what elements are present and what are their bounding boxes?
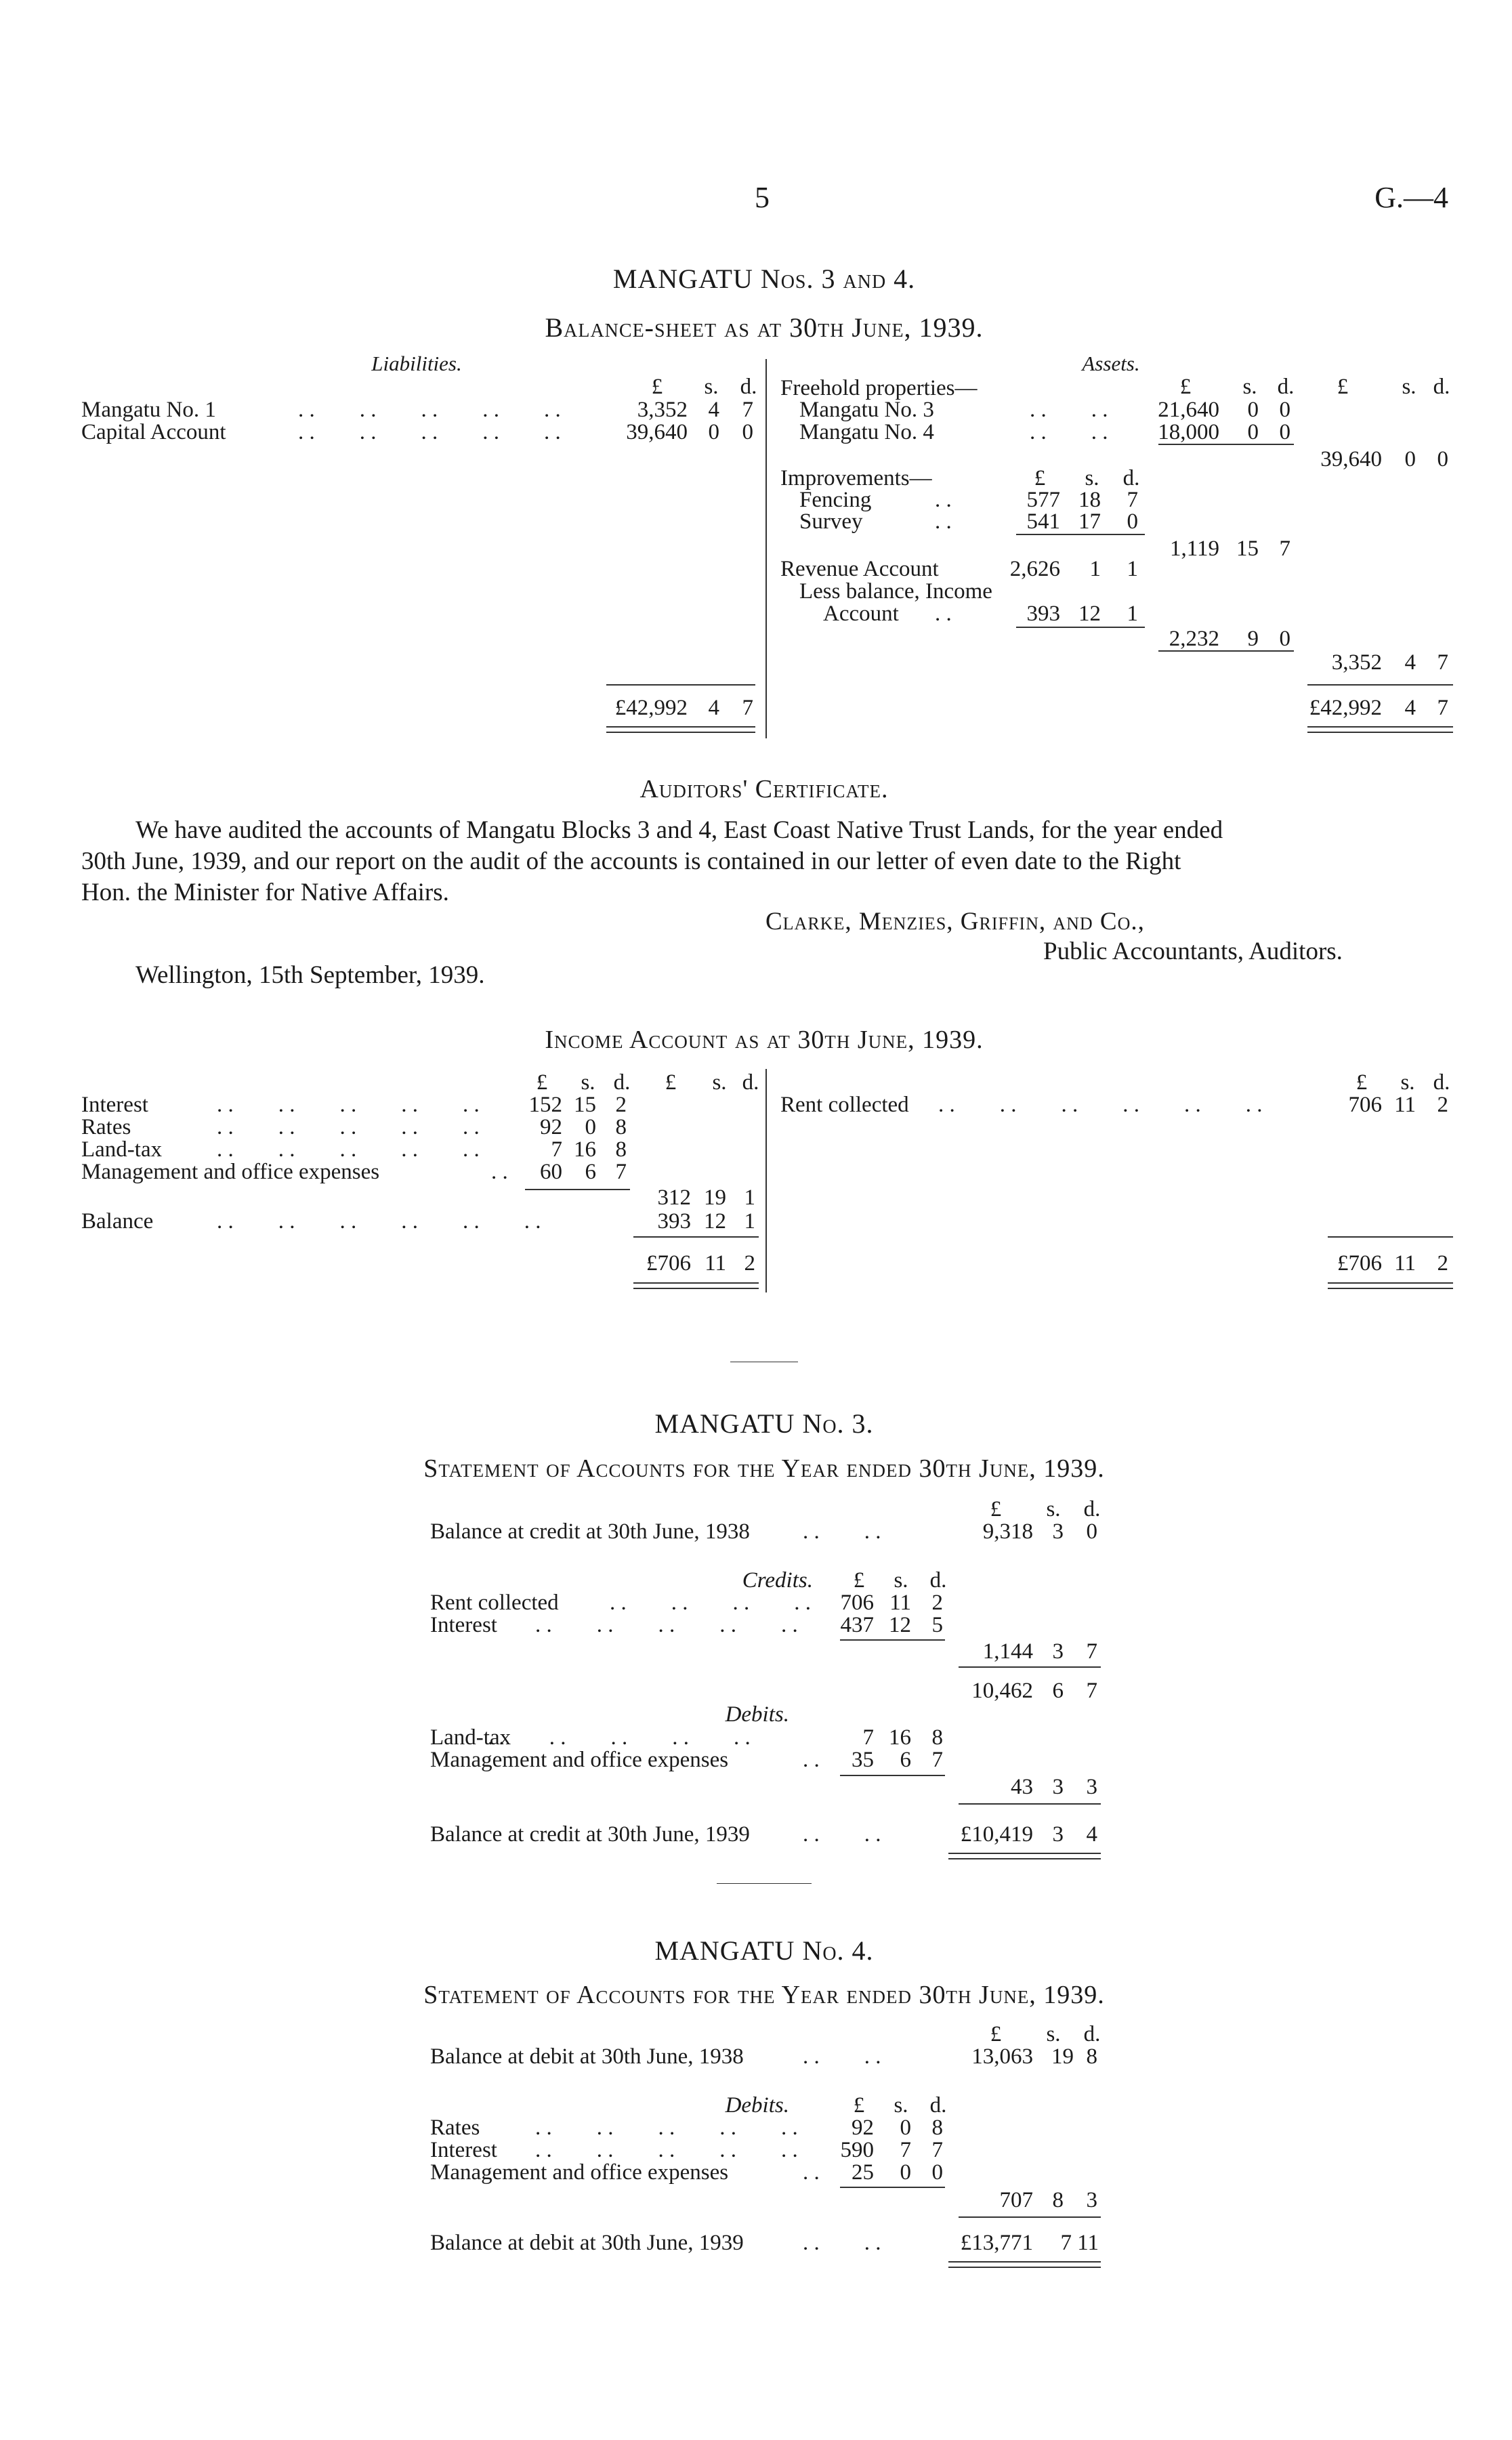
leader-dots: . . <box>803 1748 820 1772</box>
amount-shillings: 4 <box>708 398 719 422</box>
m4-opening-label: Balance at debit at 30th June, 1938 <box>430 2044 744 2069</box>
mangatu3-subtitle: Statement of Accounts for the Year ended 30th June, 1939. <box>423 1454 1105 1483</box>
leader-dots: . . . . <box>803 1519 881 1544</box>
amount-pence: 0 <box>742 420 753 444</box>
leader-dots: . . . . . . . . . . . . <box>938 1093 1263 1117</box>
leader-dots: . . . . <box>803 1822 881 1847</box>
amount-pounds: 706 <box>1348 1093 1382 1117</box>
income-right-total-shillings: 11 <box>1394 1251 1416 1276</box>
improvements-total-pounds: 1,119 <box>1169 537 1219 561</box>
m4-debits-pence-header: d. <box>929 2093 947 2118</box>
rent-shilling-header: s. <box>1400 1070 1415 1095</box>
amount-pence: 5 <box>931 1613 943 1637</box>
income-account-title: Income Account as at 30th June, 1939. <box>545 1026 984 1054</box>
amount-pence: 0 <box>1127 509 1138 534</box>
amount-pounds: 3,352 <box>637 398 688 422</box>
income-right-total-pence: 2 <box>1437 1251 1448 1276</box>
leader-dots: . . . . . . . . . . <box>488 1725 751 1750</box>
m3-debits-total-pence: 3 <box>1086 1775 1097 1799</box>
amount-shillings: 11 <box>1394 1093 1416 1117</box>
m4-debits-pound-header: £ <box>853 2093 865 2118</box>
improvements-pence-header: d. <box>1122 466 1140 490</box>
amount-shillings: 0 <box>585 1115 596 1139</box>
m4-closing-label: Balance at debit at 30th June, 1939 <box>430 2231 744 2255</box>
revenue-net-shillings: 9 <box>1247 627 1259 651</box>
rule <box>525 1189 630 1190</box>
rule <box>959 1803 1101 1805</box>
income-pence-header-2: d. <box>742 1070 759 1095</box>
amount-pounds: 92 <box>540 1115 562 1139</box>
amount-pence: 8 <box>931 1725 943 1750</box>
amount-shillings: 0 <box>1247 420 1259 444</box>
income-shilling-header: s. <box>581 1070 595 1095</box>
assets-pound-header-2: £ <box>1337 375 1349 399</box>
leader-dots: . . . . . . . . . . <box>217 1115 480 1139</box>
freehold-total-pence: 0 <box>1437 447 1448 471</box>
income-left-total-shillings: 11 <box>705 1251 726 1276</box>
amount-pence: 8 <box>931 2116 943 2140</box>
freehold-total-pounds: 39,640 <box>1320 447 1382 471</box>
mangatu4-title: MANGATU No. 4. <box>654 1935 874 1966</box>
amount-pounds: 590 <box>840 2138 874 2162</box>
improvements-shilling-header: s. <box>1085 466 1099 490</box>
combined-pence: 7 <box>1437 650 1448 675</box>
double-rule <box>948 1853 1101 1859</box>
rule <box>1016 627 1145 628</box>
m4-debits-total-shillings: 8 <box>1052 2188 1064 2212</box>
amount-pence: 7 <box>931 2138 943 2162</box>
income-pound-header: £ <box>536 1070 548 1095</box>
liabilities-heading: Liabilities. <box>371 352 462 375</box>
assets-total-pence: 7 <box>1437 696 1448 720</box>
income-pound-header-2: £ <box>665 1070 677 1095</box>
leader-dots: . . <box>935 488 952 512</box>
m3-closing-pounds: £10,419 <box>960 1822 1033 1847</box>
amount-pounds: 25 <box>852 2160 874 2185</box>
freehold-item-label: Mangatu No. 3 <box>799 398 934 422</box>
liab-pound-header: £ <box>651 375 663 399</box>
assets-pence-header: d. <box>1277 375 1295 399</box>
m3-credits-pence-header: d. <box>929 1568 947 1593</box>
rule <box>840 1775 945 1776</box>
rule <box>633 1236 759 1238</box>
improvements-total-pence: 7 <box>1279 537 1290 561</box>
amount-pence: 7 <box>615 1160 627 1184</box>
combined-shillings: 4 <box>1404 650 1416 675</box>
amount-pounds: 7 <box>862 1725 874 1750</box>
m3-pound-header: £ <box>990 1497 1002 1521</box>
amount-pounds: 437 <box>840 1613 874 1637</box>
leader-dots: . . <box>491 1160 508 1184</box>
amount-pounds: 18,000 <box>1158 420 1219 444</box>
m3-closing-shillings: 3 <box>1052 1822 1064 1847</box>
document-reference: G.—4 <box>1374 181 1448 214</box>
assets-shilling-header: s. <box>1242 375 1257 399</box>
amount-pence: 8 <box>615 1137 627 1162</box>
amount-pounds: 60 <box>540 1160 562 1184</box>
amount-shillings: 11 <box>889 1591 911 1615</box>
rent-collected-label: Rent collected <box>780 1093 909 1117</box>
income-left-total-pence: 2 <box>744 1251 755 1276</box>
m4-debit-label: Rates <box>430 2116 480 2140</box>
amount-shillings: 12 <box>704 1209 726 1234</box>
amount-pence: 1 <box>744 1209 755 1234</box>
income-subtotal-pence: 1 <box>744 1185 755 1210</box>
m4-pence-header: d. <box>1083 2022 1101 2046</box>
leader-dots: . . . . . . . . . . <box>298 398 561 422</box>
m4-debits-heading: Debits. <box>725 2093 789 2118</box>
m3-sum-pounds: 10,462 <box>971 1679 1033 1703</box>
income-debit-label: Interest <box>81 1093 148 1117</box>
leader-dots: . . . . <box>1030 420 1108 444</box>
leader-dots: . . . . . . . . . . . . <box>217 1209 541 1234</box>
amount-pence: 0 <box>1086 1519 1097 1544</box>
auditors-certificate-title: Auditors' Certificate. <box>639 775 889 803</box>
less-balance-label: Less balance, Income <box>799 579 992 604</box>
assets-pence-header-2: d. <box>1433 375 1450 399</box>
section-divider <box>717 1883 812 1884</box>
income-debit-label: Rates <box>81 1115 131 1139</box>
leader-dots: . . . . . . . . . . <box>535 1613 798 1637</box>
m3-debits-heading: Debits. <box>725 1702 789 1727</box>
amount-pence: 2 <box>931 1591 943 1615</box>
double-rule <box>1307 726 1453 733</box>
leader-dots: . . <box>935 602 952 626</box>
improvement-item-label: Survey <box>799 509 863 534</box>
freehold-total-shillings: 0 <box>1404 447 1416 471</box>
amount-shillings: 7 <box>900 2138 911 2162</box>
rule <box>606 684 755 686</box>
leader-dots: . . . . . . . . . . <box>298 420 561 444</box>
amount-pounds: 541 <box>1026 509 1060 534</box>
auditor-place-date: Wellington, 15th September, 1939. <box>135 961 485 989</box>
auditors-line-3: Hon. the Minister for Native Affairs. <box>81 879 449 906</box>
m4-shilling-header: s. <box>1046 2022 1061 2046</box>
m3-credits-total-shillings: 3 <box>1052 1639 1064 1664</box>
amount-pounds: 393 <box>657 1209 691 1234</box>
amount-shillings: 12 <box>1078 602 1101 626</box>
mangatu4-subtitle: Statement of Accounts for the Year ended 30th June, 1939. <box>423 1981 1105 2009</box>
combined-pounds: 3,352 <box>1331 650 1382 675</box>
auditors-line-1: We have audited the accounts of Mangatu Blocks 3 and 4, East Coast Native Trust Lands, for the year ended <box>135 816 1223 844</box>
liabilities-total-pounds: £42,992 <box>614 696 688 720</box>
amount-shillings: 15 <box>574 1093 596 1117</box>
rule <box>1016 534 1145 535</box>
leader-dots: . . . . . . . . . . <box>535 2138 798 2162</box>
amount-shillings: 0 <box>900 2160 911 2185</box>
amount-shillings: 6 <box>585 1160 596 1184</box>
m3-sum-pence: 7 <box>1086 1679 1097 1703</box>
liabilities-total-pence: 7 <box>742 696 753 720</box>
m3-credit-label: Rent collected <box>430 1591 559 1615</box>
m3-credits-total-pence: 7 <box>1086 1639 1097 1664</box>
balance-sheet-divider <box>765 359 767 738</box>
amount-shillings: 0 <box>708 420 719 444</box>
amount-pence: 2 <box>1437 1093 1448 1117</box>
rule <box>1307 684 1453 686</box>
rule <box>840 1639 945 1641</box>
amount-shillings: 0 <box>1247 398 1259 422</box>
amount-pounds: 21,640 <box>1158 398 1219 422</box>
leader-dots: . . . . . . . . . . <box>535 2116 798 2140</box>
amount-pence: 2 <box>615 1093 627 1117</box>
amount-shillings: 0 <box>900 2116 911 2140</box>
amount-pence: 7 <box>742 398 753 422</box>
m4-closing-pence: 11 <box>1077 2231 1099 2255</box>
income-subtotal-pounds: 312 <box>657 1185 691 1210</box>
m4-debit-label: Interest <box>430 2138 497 2162</box>
leader-dots: . . . . . . . . <box>610 1591 811 1615</box>
m4-closing-pounds: £13,771 <box>960 2231 1033 2255</box>
less-balance-label-cont: Account <box>823 602 899 626</box>
m3-credits-total-pounds: 1,144 <box>982 1639 1033 1664</box>
double-rule <box>1328 1282 1453 1289</box>
m3-credits-pound-header: £ <box>853 1568 865 1593</box>
auditors-line-2: 30th June, 1939, and our report on the audit of the accounts is contained in our letter of even date to the Right <box>81 847 1181 875</box>
revenue-net-pounds: 2,232 <box>1169 627 1219 651</box>
amount-shillings: 6 <box>900 1748 911 1772</box>
amount-pounds: 706 <box>840 1591 874 1615</box>
m3-credits-shilling-header: s. <box>894 1568 908 1593</box>
amount-shillings: 1 <box>1089 557 1101 581</box>
liability-label: Mangatu No. 1 <box>81 398 216 422</box>
amount-pounds: 393 <box>1026 602 1060 626</box>
amount-pence: 1 <box>1127 557 1138 581</box>
amount-pence: 0 <box>931 2160 943 2185</box>
amount-shillings: 16 <box>889 1725 911 1750</box>
amount-shillings: 12 <box>889 1613 911 1637</box>
revenue-net-pence: 0 <box>1279 627 1290 651</box>
assets-pound-header: £ <box>1179 375 1192 399</box>
amount-pounds: 577 <box>1026 488 1060 512</box>
income-balance-label: Balance <box>81 1209 154 1234</box>
m3-credit-label: Interest <box>430 1613 497 1637</box>
leader-dots: . . <box>935 509 952 534</box>
rule <box>1158 650 1294 652</box>
m3-debits-total-pounds: 43 <box>1011 1775 1033 1799</box>
amount-pounds: 9,318 <box>982 1519 1033 1544</box>
leader-dots: . . . . <box>1030 398 1108 422</box>
assets-total-shillings: 4 <box>1404 696 1416 720</box>
income-account-divider <box>765 1069 767 1292</box>
assets-total-pounds: £42,992 <box>1309 696 1382 720</box>
auditor-firm: Clarke, Menzies, Griffin, and Co., <box>765 908 1145 935</box>
leader-dots: . . . . <box>803 2231 881 2255</box>
mangatu3-title: MANGATU No. 3. <box>654 1408 874 1439</box>
amount-shillings: 19 <box>1051 2044 1074 2069</box>
m4-debits-shilling-header: s. <box>894 2093 908 2118</box>
amount-pounds: 92 <box>852 2116 874 2140</box>
amount-pence: 8 <box>615 1115 627 1139</box>
amount-shillings: 3 <box>1052 1519 1064 1544</box>
amount-pence: 0 <box>1279 398 1290 422</box>
amount-shillings: 16 <box>574 1137 596 1162</box>
income-debit-label: Land-tax <box>81 1137 163 1162</box>
m4-debits-total-pounds: 707 <box>999 2188 1033 2212</box>
income-subtotal-shillings: 19 <box>704 1185 726 1210</box>
balance-sheet-title: MANGATU Nos. 3 and 4. <box>612 264 916 294</box>
rule <box>959 1666 1101 1668</box>
amount-shillings: 17 <box>1078 509 1101 534</box>
liab-shilling-header: s. <box>704 375 719 399</box>
leader-dots: . . . . . . . . . . <box>217 1137 480 1162</box>
amount-pence: 7 <box>931 1748 943 1772</box>
improvement-item-label: Fencing <box>799 488 872 512</box>
rent-pence-header: d. <box>1433 1070 1450 1095</box>
liability-label: Capital Account <box>81 420 226 444</box>
m3-credits-heading: Credits. <box>742 1568 813 1593</box>
amount-pence: 1 <box>1127 602 1138 626</box>
rule <box>1158 444 1294 445</box>
m3-opening-label: Balance at credit at 30th June, 1938 <box>430 1519 750 1544</box>
assets-heading: Assets. <box>1082 352 1140 375</box>
liab-pence-header: d. <box>740 375 757 399</box>
assets-shilling-header-2: s. <box>1402 375 1416 399</box>
leader-dots: . . <box>803 2160 820 2185</box>
freehold-item-label: Mangatu No. 4 <box>799 420 934 444</box>
rule <box>840 2187 945 2188</box>
leader-dots: . . . . . . . . . . <box>217 1093 480 1117</box>
amount-pence: 7 <box>1127 488 1138 512</box>
double-rule <box>606 726 755 733</box>
income-pence-header: d. <box>613 1070 631 1095</box>
m3-pence-header: d. <box>1083 1497 1101 1521</box>
improvements-total-shillings: 15 <box>1236 537 1259 561</box>
income-left-total-pounds: £706 <box>646 1251 691 1276</box>
income-debit-label: Management and office expenses <box>81 1160 380 1184</box>
page-number: 5 <box>755 181 770 214</box>
income-shilling-header-2: s. <box>712 1070 727 1095</box>
m3-closing-label: Balance at credit at 30th June, 1939 <box>430 1822 750 1847</box>
freehold-label: Freehold properties— <box>780 376 978 400</box>
amount-pounds: 152 <box>528 1093 562 1117</box>
amount-shillings: 18 <box>1078 488 1101 512</box>
income-right-total-pounds: £706 <box>1337 1251 1382 1276</box>
amount-pence: 0 <box>1279 420 1290 444</box>
improvements-label: Improvements— <box>780 466 932 490</box>
double-rule <box>633 1282 759 1289</box>
liabilities-total-shillings: 4 <box>708 696 719 720</box>
m4-closing-shillings: 7 <box>1060 2231 1072 2255</box>
m4-pound-header: £ <box>990 2022 1002 2046</box>
auditor-role: Public Accountants, Auditors. <box>1043 938 1343 965</box>
m3-closing-pence: 4 <box>1086 1822 1097 1847</box>
amount-pounds: 13,063 <box>971 2044 1033 2069</box>
rule <box>1328 1236 1453 1238</box>
m3-debit-label: Management and office expenses <box>430 1748 729 1772</box>
rule <box>959 2216 1101 2218</box>
m4-debits-total-pence: 3 <box>1086 2188 1097 2212</box>
amount-pounds: 35 <box>852 1748 874 1772</box>
double-rule <box>948 2261 1101 2268</box>
m4-debit-label: Management and office expenses <box>430 2160 729 2185</box>
m3-debits-total-shillings: 3 <box>1052 1775 1064 1799</box>
amount-pounds: 39,640 <box>626 420 688 444</box>
balance-sheet-subtitle: Balance-sheet as at 30th June, 1939. <box>545 312 984 343</box>
m3-debit-label: Land-tax <box>430 1725 511 1750</box>
leader-dots: . . . . <box>803 2044 881 2069</box>
m3-sum-shillings: 6 <box>1052 1679 1064 1703</box>
amount-pounds: 7 <box>551 1137 562 1162</box>
revenue-account-label: Revenue Account <box>780 557 939 581</box>
rent-pound-header: £ <box>1356 1070 1368 1095</box>
amount-pounds: 2,626 <box>1009 557 1060 581</box>
m3-shilling-header: s. <box>1046 1497 1061 1521</box>
amount-pence: 8 <box>1086 2044 1097 2069</box>
improvements-pound-header: £ <box>1034 466 1046 490</box>
